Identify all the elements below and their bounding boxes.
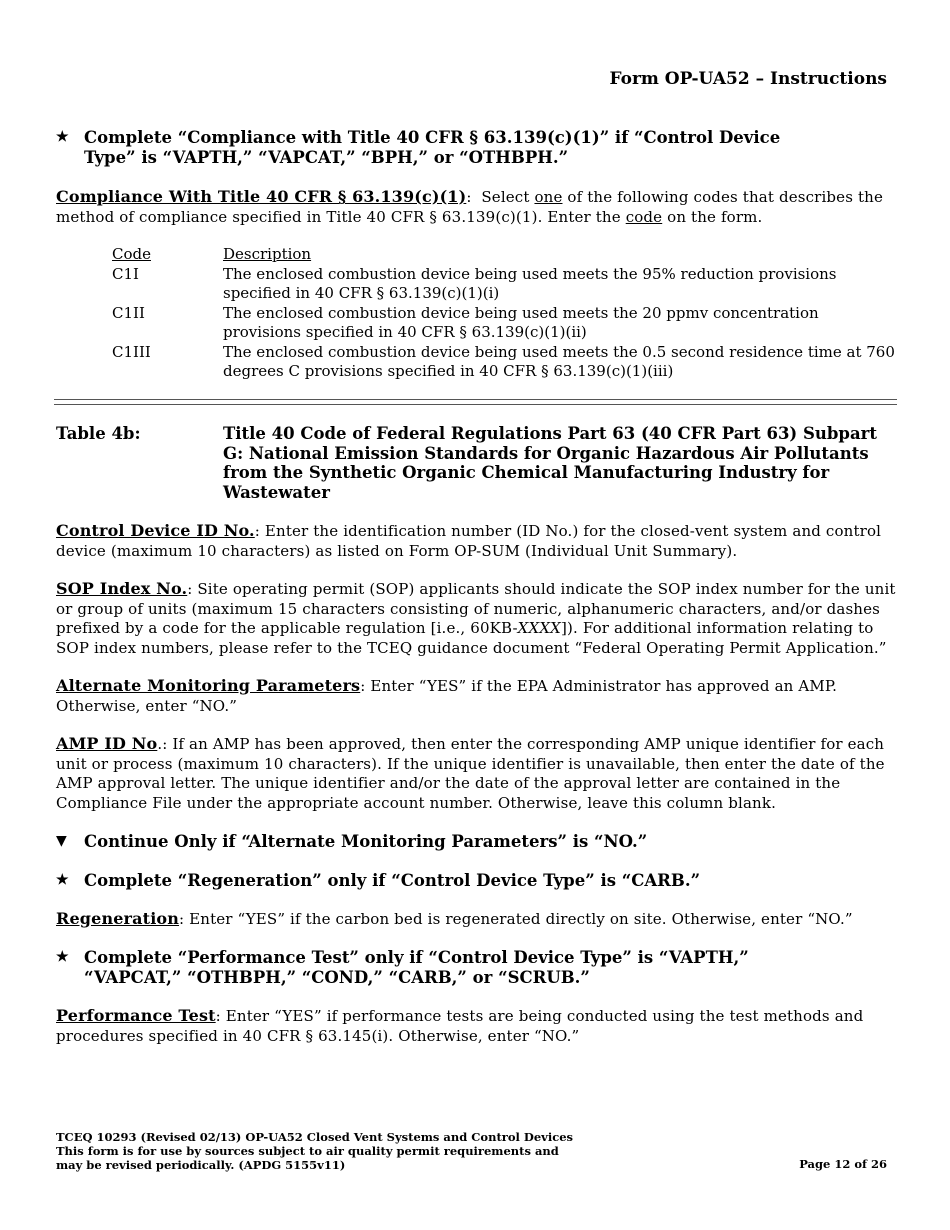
control-device-paragraph: Control Device ID No.: Enter the identification number (ID No.) for the closed-vent system and control device (maximum 10 characters) as listed on Form OP-SUM (Individual Unit Summary). — [56, 521, 882, 560]
bullet-compliance-condition — [56, 128, 836, 167]
star-icon: ★ — [56, 129, 69, 145]
compliance-term: Compliance With Title 40 CFR § 63.139(c)(1) — [56, 187, 467, 206]
footer-line: may be revised periodically. (APDG 5155v11) — [56, 1158, 346, 1172]
performance-test-paragraph: Performance Test: Enter “YES” if performance tests are being conducted using the test methods and procedures specified in 40 CFR § 63.145(i). Otherwise, enter “NO.” — [56, 1006, 864, 1045]
sop-index-paragraph: SOP Index No.: Site operating permit (SOP) applicants should indicate the SOP index number for the unit or group of units (maximum 15 characters consisting of numeric, alphanumeric characters, and/or dashes prefixed by a code for the applicable regulation [i.e., 60KB-XXXX]). For additional information relating to SOP index numbers, please refer to the TCEQ guidance document “Federal Operating Permit Application.” — [56, 579, 896, 657]
code-cell: C1II — [112, 303, 145, 322]
bullet-text: Continue Only if “Alternate Monitoring Parameters” is “NO.” — [84, 832, 648, 851]
footer-line: TCEQ 10293 (Revised 02/13) OP-UA52 Closed Vent Systems and Control Devices — [56, 1130, 573, 1144]
table-label: Table 4b: — [56, 424, 141, 443]
table-row — [112, 304, 896, 343]
bullet-regeneration-condition — [56, 871, 896, 891]
col-code: Code — [112, 245, 151, 263]
compliance-paragraph: Compliance With Title 40 CFR § 63.139(c)(1): Select one of the following codes that describes the method of compliance specified in Title 40 CFR § 63.139(c)(1). Enter the code on the form. — [56, 187, 883, 226]
bullet-continue-only — [56, 832, 896, 852]
star-icon: ★ — [56, 872, 69, 888]
code-table-header — [112, 245, 896, 265]
sop-index-term: SOP Index No. — [56, 579, 188, 598]
col-description: Description — [223, 245, 312, 263]
triangle-down-icon: ▼ — [56, 833, 67, 849]
star-icon: ★ — [56, 949, 69, 965]
regeneration-term: Regeneration — [56, 909, 180, 928]
description-cell: The enclosed combustion device being used meets the 0.5 second residence time at 760 degrees C provisions specified in 40 CFR § 63.139(c)(1)(iii) — [223, 342, 895, 380]
code-cell: C1III — [112, 342, 151, 361]
amp-id-paragraph: AMP ID No.: If an AMP has been approved, then enter the corresponding AMP unique identifier for each unit or process (maximum 10 characters). If the unique identifier is unavailable, then enter the date of the AMP approval letter. The unique identifier and/or the date of the approval letter are contained in the Compliance File under the appropriate account number. Otherwise, leave this column blank. — [56, 734, 885, 812]
bullet-text: Complete “Compliance with Title 40 CFR § 63.139(c)(1)” if “Control Device Type” is “VAPTH,” “VAPCAT,” “BPH,” or “OTHBPH.” — [84, 128, 781, 167]
code-word: code — [625, 207, 663, 226]
bullet-text: Complete “Performance Test” only if “Control Device Type” is “VAPTH,” “VAPCAT,” “OTHBPH,” “COND,” “CARB,” or “SCRUB.” — [84, 948, 749, 987]
regeneration-paragraph: Regeneration: Enter “YES” if the carbon bed is regenerated directly on site. Otherwise, enter “NO.” — [56, 909, 853, 928]
description-cell: The enclosed combustion device being used meets the 20 ppmv concentration provisions specified in 40 CFR § 63.139(c)(1)(ii) — [223, 303, 819, 341]
table-title: Title 40 Code of Federal Regulations Part 63 (40 CFR Part 63) Subpart G: National Emission Standards for Organic Hazardous Air Pollutants from the Synthetic Organic Chemical Manufacturing Industry for Wastewater — [223, 424, 877, 502]
amp-id-term: AMP ID No — [56, 734, 158, 753]
code-table — [112, 245, 896, 382]
code-cell: C1I — [112, 264, 139, 283]
footer-line: This form is for use by sources subject to air quality permit requirements and — [56, 1144, 559, 1158]
alt-monitoring-paragraph: Alternate Monitoring Parameters: Enter “YES” if the EPA Administrator has approved an AMP. Otherwise, enter “NO.” — [56, 676, 837, 715]
one-word: one — [534, 188, 563, 206]
footer — [56, 1130, 656, 1172]
form-title: Form OP-UA52 – Instructions — [609, 69, 887, 89]
bullet-text: Complete “Regeneration” only if “Control Device Type” is “CARB.” — [84, 871, 701, 890]
table-4b-heading — [56, 424, 896, 502]
performance-test-term: Performance Test — [56, 1006, 216, 1025]
alt-monitoring-term: Alternate Monitoring Parameters — [56, 676, 361, 695]
description-cell: The enclosed combustion device being used meets the 95% reduction provisions specified in 40 CFR § 63.139(c)(1)(i) — [223, 264, 837, 302]
section-divider — [54, 399, 897, 405]
control-device-term: Control Device ID No. — [56, 521, 255, 540]
page-number: Page 12 of 26 — [799, 1157, 887, 1171]
bullet-performance-condition — [56, 948, 836, 987]
table-row — [112, 265, 896, 304]
table-row — [112, 343, 896, 382]
